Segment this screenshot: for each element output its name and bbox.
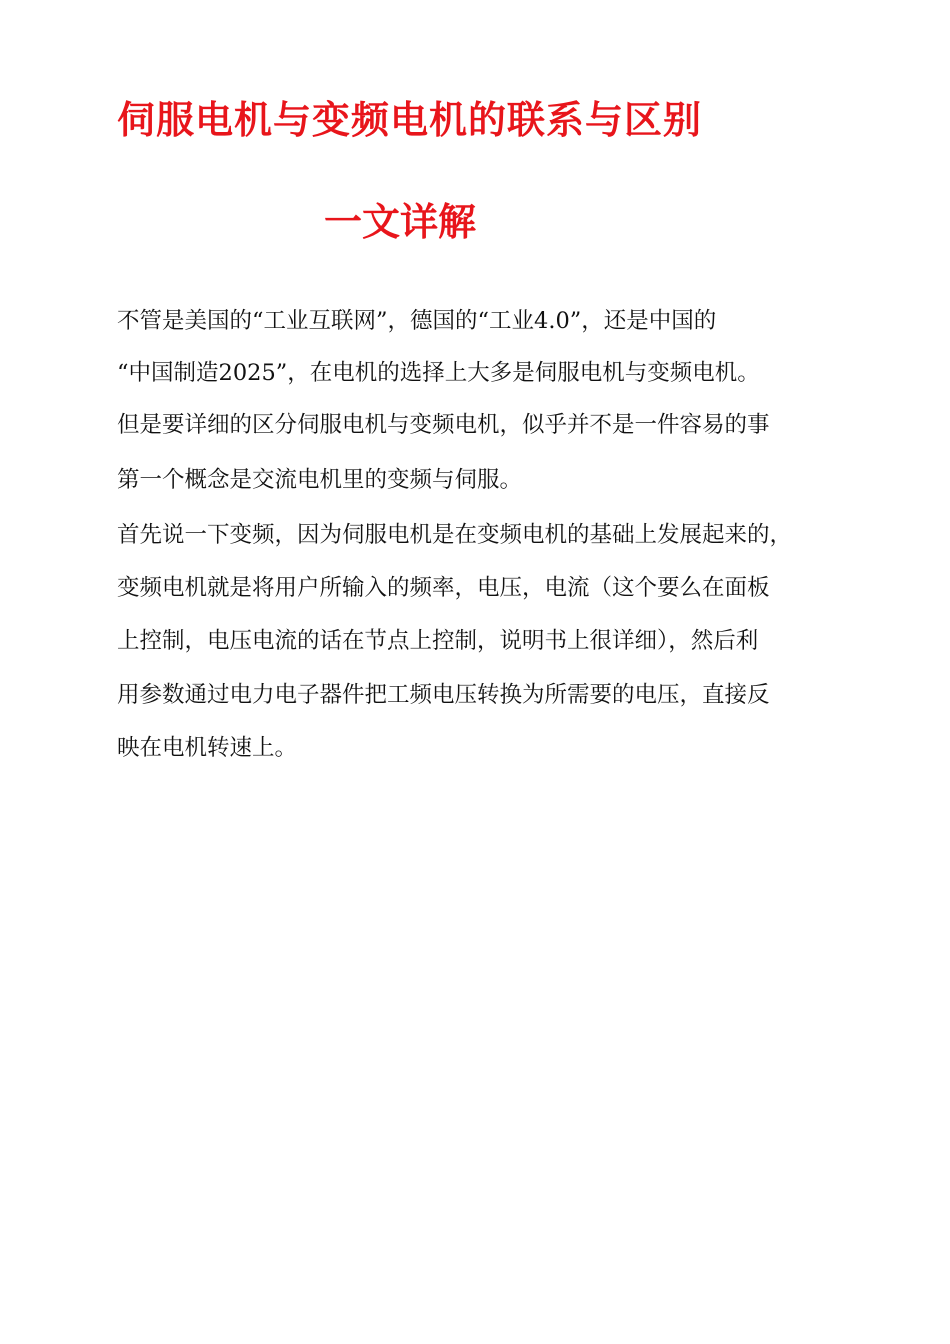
body-line: 首先说一下变频，因为伺服电机是在变频电机的基础上发展起来的， <box>117 522 793 548</box>
body-line: 变频电机就是将用户所输入的频率，电压，电流（这个要么在面板 <box>117 575 770 601</box>
body-line: 但是要详细的区分伺服电机与变频电机，似乎并不是一件容易的事 <box>117 412 770 438</box>
body-line: “中国制造2025”，在电机的选择上大多是伺服电机与变频电机。 <box>117 360 760 386</box>
body-line: 映在电机转速上。 <box>117 735 298 761</box>
body-line: 不管是美国的“工业互联网”，德国的“工业4.0”，还是中国的 <box>117 308 717 334</box>
body-line: 第一个概念是交流电机里的变频与伺服。 <box>117 467 523 493</box>
body-line: 上控制，电压电流的话在节点上控制，说明书上很详细），然后利 <box>117 628 759 654</box>
body-line: 用参数通过电力电子器件把工频电压转换为所需要的电压，直接反 <box>117 682 770 708</box>
page-title: 伺服电机与变频电机的联系与区别 <box>117 98 703 142</box>
page-subtitle: 一文详解 <box>324 200 477 244</box>
